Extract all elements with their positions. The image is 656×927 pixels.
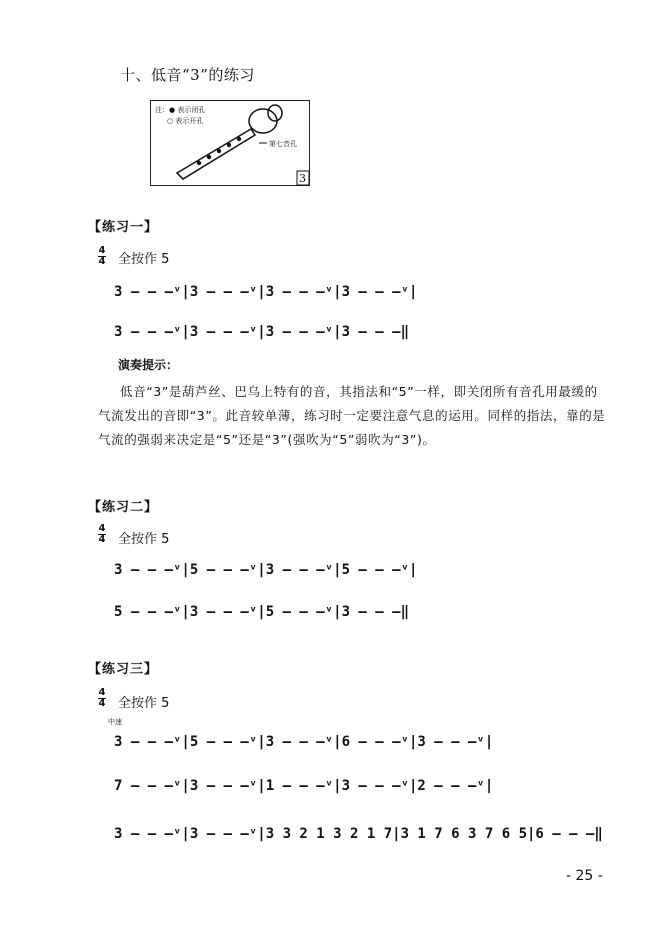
time-bottom: 4 (98, 698, 106, 709)
exercise3-time-signature (98, 688, 106, 709)
figure-box-number: 3 (299, 172, 306, 185)
exercise3-line1: 3 – – –ᵛ|5 – – –ᵛ|3 – – –ᵛ|6 – – –ᵛ|3 – – –ᵛ| (114, 734, 494, 750)
time-top: 4 (98, 687, 106, 698)
exercise1-line1: 3 – – –ᵛ|3 – – –ᵛ|3 – – –ᵛ|3 – – –ᵛ| (114, 284, 418, 300)
exercise2-line2: 5 – – –ᵛ|3 – – –ᵛ|5 – – –ᵛ|3 – – –‖ (114, 604, 410, 620)
time-top: 4 (98, 245, 106, 256)
tips-heading: 演奏提示： (118, 358, 179, 372)
exercise2-heading: 【练习二】 (88, 500, 159, 515)
time-bottom: 4 (98, 256, 106, 267)
time-bottom: 4 (98, 534, 106, 545)
hulusi-fingering-figure (150, 100, 310, 186)
figure-legend-open: ○ 表示开孔 (167, 117, 204, 125)
page-number: - 25 - (566, 868, 603, 884)
exercise2-line1: 3 – – –ᵛ|5 – – –ᵛ|3 – – –ᵛ|5 – – –ᵛ| (114, 562, 418, 578)
time-top: 4 (98, 523, 106, 534)
figure-legend-closed: 注：● 表示闭孔 (155, 106, 206, 114)
exercise3-tempo: 中速 (108, 718, 122, 726)
exercise1-line2: 3 – – –ᵛ|3 – – –ᵛ|3 – – –ᵛ|3 – – –‖ (114, 324, 410, 340)
exercise3-fingering: 全按作 5 (118, 696, 170, 711)
exercise3-line3: 3 – – –ᵛ|3 – – –ᵛ|3 3 2 1 3 2 1 7|3 1 7 6 3 7 6 5|6 – – –‖ (114, 826, 603, 842)
figure-hole-label: 第七音孔 (269, 140, 297, 148)
tips-body: 低音“3”是葫芦丝、巴乌上特有的音，其指法和“5”一样，即关闭所有音孔用最缓的气流发出的音即“3”。此音较单薄，练习时一定要注意气息的运用。同样的指法，靠的是气流的强弱来决定是“5”还是“3”(强吹为“5”弱吹为“3”)。 (98, 384, 606, 447)
exercise2-time-signature (98, 524, 106, 545)
section-title: 十、低音“3”的练习 (120, 66, 255, 84)
exercise1-heading: 【练习一】 (88, 220, 159, 235)
exercise1-fingering: 全按作 5 (118, 252, 170, 267)
exercise3-line2: 7 – – –ᵛ|3 – – –ᵛ|1 – – –ᵛ|3 – – –ᵛ|2 – – –ᵛ| (114, 778, 494, 794)
exercise2-fingering: 全按作 5 (118, 532, 170, 547)
exercise1-time-signature (98, 246, 106, 267)
exercise3-heading: 【练习三】 (88, 662, 159, 677)
